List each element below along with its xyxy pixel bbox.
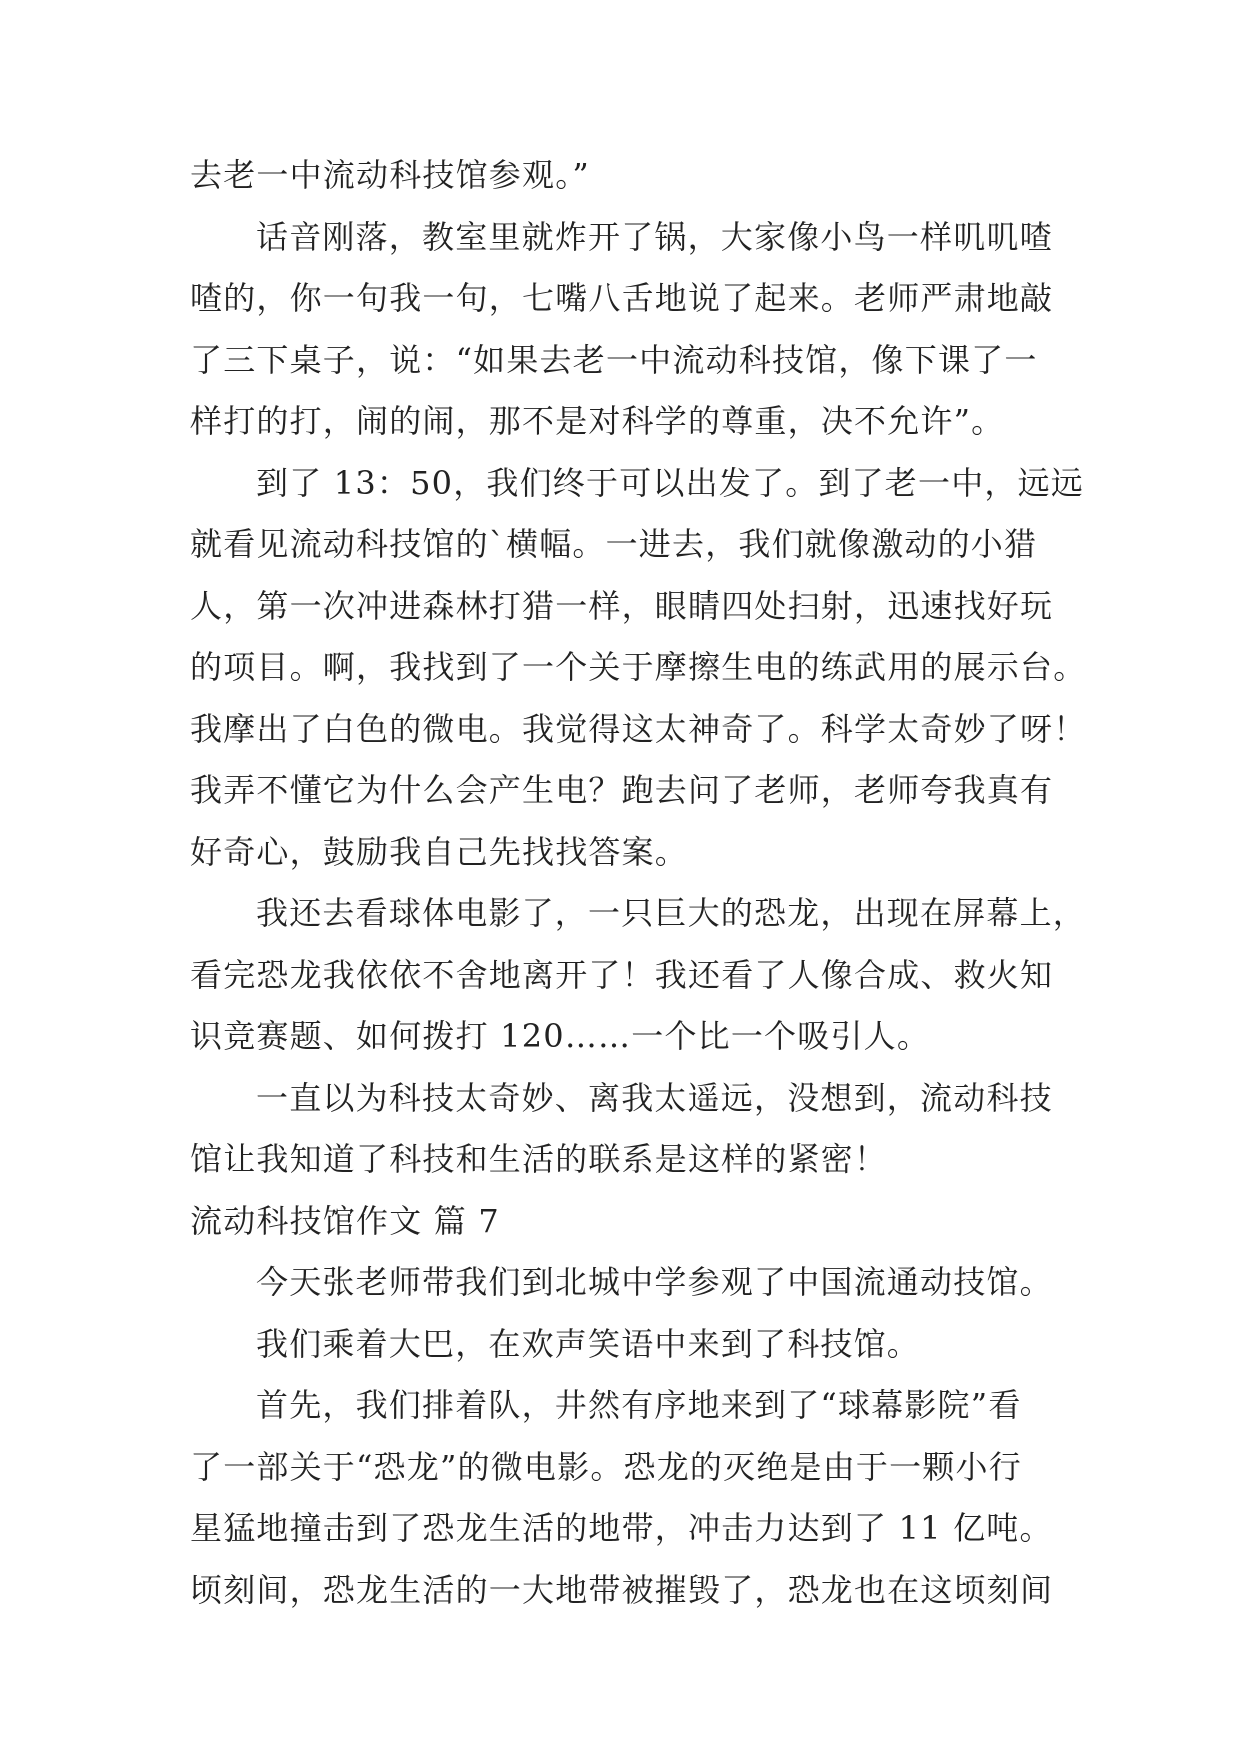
paragraph-start-line: 首先，我们排着队，井然有序地来到了“球幕影院”看 — [256, 1386, 1022, 1424]
paragraph-start-line: 今天张老师带我们到北城中学参观了中国流通动技馆。 — [256, 1263, 1053, 1301]
text-line: 喳的，你一句我一句，七嘴八舌地说了起来。老师严肃地敲 — [190, 279, 1054, 317]
text-line: 顷刻间，恐龙生活的一大地带被摧毁了，恐龙也在这顷刻间 — [190, 1570, 1054, 1609]
paragraph-start-line: 我还去看球体电影了，一只巨大的恐龙，出现在屏幕上， — [256, 894, 1087, 932]
text-line: 星猛地撞击到了恐龙生活的地带，冲击力达到了 11 亿吨。 — [190, 1509, 1053, 1547]
text-line: 就看见流动科技馆的`横幅。一进去，我们就像激动的小猎 — [190, 525, 1038, 563]
text-line: 了三下桌子，说：“如果去老一中流动科技馆，像下课了一 — [190, 340, 1038, 379]
paragraph-start-line: 到了 13：50，我们终于可以出发了。到了老一中，远远 — [256, 463, 1085, 502]
text-line: 看完恐龙我依依不舍地离开了！我还看了人像合成、救火知 — [190, 955, 1054, 994]
text-line: 我弄不懂它为什么会产生电？跑去问了老师，老师夸我真有 — [190, 771, 1054, 809]
text-line: 了一部关于“恐龙”的微电影。恐龙的灭绝是由于一颗小行 — [190, 1447, 1022, 1486]
text-line: 好奇心，鼓励我自己先找找答案。 — [190, 832, 689, 871]
paragraph-start-line: 一直以为科技太奇妙、离我太遥远，没想到，流动科技 — [256, 1078, 1053, 1117]
paragraph-start-line: 我们乘着大巴，在欢声笑语中来到了科技馆。 — [256, 1324, 921, 1363]
text-line: 人，第一次冲进森林打猎一样，眼睛四处扫射，迅速找好玩 — [190, 586, 1054, 625]
text-line: 馆让我知道了科技和生活的联系是这样的紧密！ — [190, 1140, 888, 1178]
section-heading: 流动科技馆作文 篇 7 — [190, 1201, 500, 1240]
text-line: 识竞赛题、如何拨打 120……一个比一个吸引人。 — [190, 1017, 931, 1055]
text-line: 去老一中流动科技馆参观。” — [190, 156, 590, 194]
essay-body — [190, 145, 1087, 1621]
paragraph-start-line: 话音刚落，教室里就炸开了锅，大家像小鸟一样叽叽喳 — [256, 217, 1053, 256]
text-line: 我摩出了白色的微电。我觉得这太神奇了。科学太奇妙了呀！ — [190, 709, 1087, 748]
text-line: 的项目。啊，我找到了一个关于摩擦生电的练武用的展示台。 — [190, 648, 1087, 686]
text-line: 样打的打，闹的闹，那不是对科学的尊重，决不允许”。 — [190, 402, 1005, 440]
